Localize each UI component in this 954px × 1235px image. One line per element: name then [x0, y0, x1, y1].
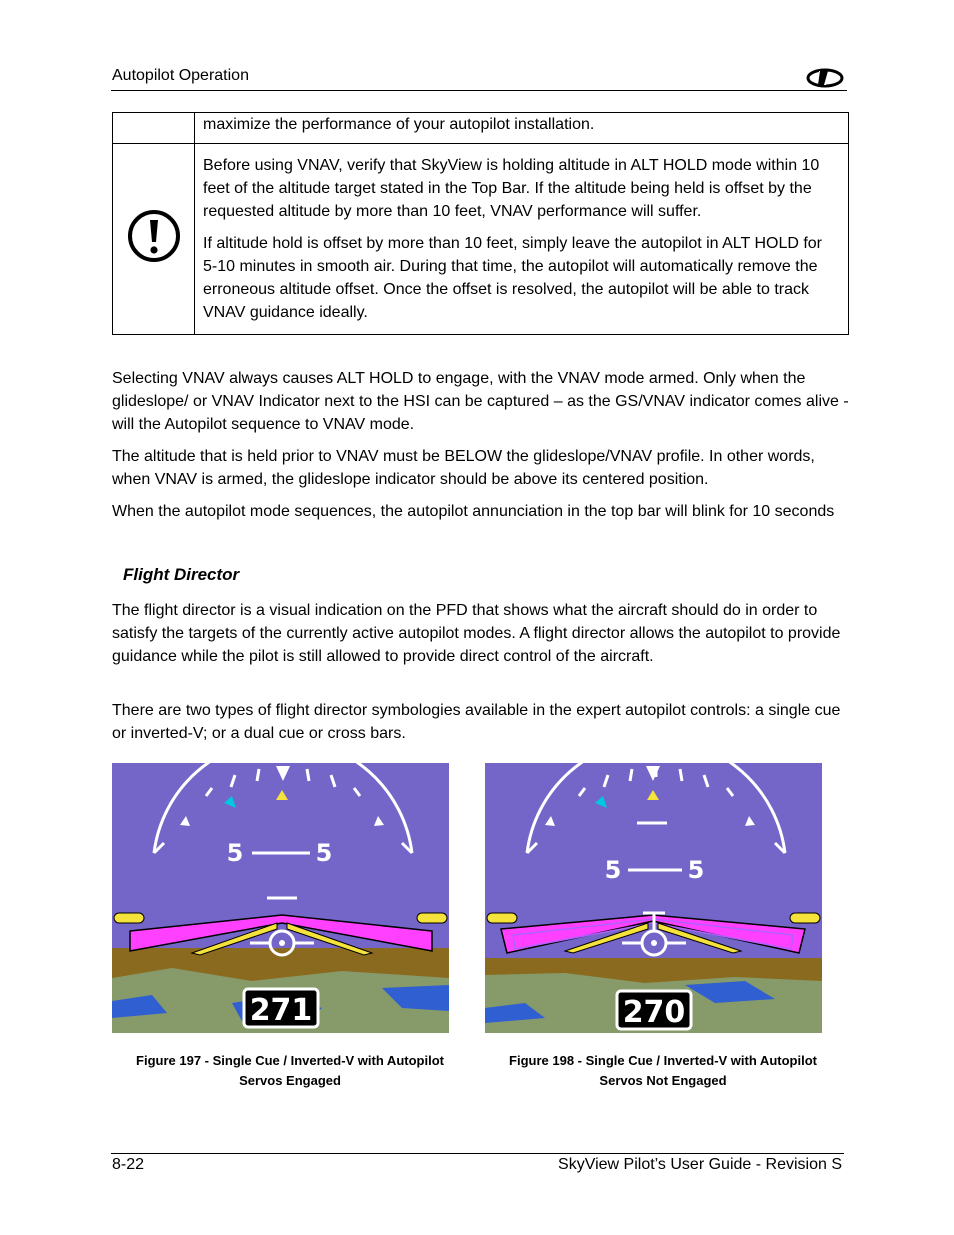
- figure-caption-1: [110, 1051, 470, 1091]
- caution-table: [112, 112, 849, 335]
- body-paragraph: There are two types of flight director symbologies available in the expert autopilot controls: a single cue or inverted-V; or a dual cue or cross bars.: [112, 702, 841, 742]
- caution-paragraph-2: If altitude hold is offset by more than 10 feet, simply leave the autopilot in ALT HOLD for 5-10 minutes in smooth air. During that time, the autopilot will automatically remove the erroneous altitude offset. Once the offset is resolved, the autopilot will be able to track VNAV guidance ideally.: [203, 235, 823, 321]
- pitch-label-right: 5: [315, 839, 333, 867]
- pitch-label-left: 5: [226, 839, 244, 867]
- table-row: [113, 144, 849, 335]
- body-paragraph: The altitude that is held prior to VNAV must be BELOW the glideslope/VNAV profile. In other words, when VNAV is armed, the glideslope indicator should be above its centered position.: [112, 448, 815, 488]
- document-title: SkyView Pilot’s User Guide - Revision S: [558, 1156, 842, 1173]
- pfd-figure-1: [112, 763, 449, 1033]
- header-rule: [111, 90, 847, 91]
- caption-line: Figure 197 - Single Cue / Inverted-V with Autopilot: [136, 1053, 444, 1068]
- page-number: 8-22: [112, 1156, 145, 1173]
- caution-paragraph-1: Before using VNAV, verify that SkyView is holding altitude in ALT HOLD mode within 10 feet of the altitude target stated in the Top Bar. If the altitude being held is offset by the requested altitude by more than 10 feet, VNAV performance will suffer.: [203, 157, 820, 220]
- body-paragraph: The flight director is a visual indication on the PFD that shows what the aircraft should do in order to satisfy the targets of the currently active autopilot modes. A flight director allows the autopilot to provide guidance while the pilot is still allowed to provide direct control of the aircraft.: [112, 602, 841, 665]
- heading-readout: 271: [249, 993, 313, 1028]
- footer-rule: [111, 1153, 844, 1154]
- table-row: [113, 113, 849, 144]
- continued-text: maximize the performance of your autopilot installation.: [203, 116, 595, 133]
- caption-line: Figure 198 - Single Cue / Inverted-V with Autopilot: [509, 1053, 817, 1068]
- caption-line: Servos Not Engaged: [599, 1073, 727, 1088]
- pfd-display: [485, 763, 822, 1033]
- caption-line: Servos Engaged: [239, 1073, 341, 1088]
- section-heading: Flight Director: [123, 565, 240, 584]
- caution-exclamation-icon: [126, 208, 182, 264]
- table-cell-text: [195, 144, 849, 335]
- pitch-label-right: 5: [687, 856, 705, 884]
- pfd-display: [112, 763, 449, 1033]
- dynon-logo-icon: [806, 68, 844, 88]
- empty-icon-cell: [113, 113, 195, 144]
- body-paragraph: Selecting VNAV always causes ALT HOLD to engage, with the VNAV mode armed. Only when the glideslope/ or VNAV Indicator next to the HSI can be captured – as the GS/VNAV indicator comes alive - will the Autopilot sequence to VNAV mode.: [112, 370, 849, 433]
- pitch-label-left: 5: [604, 856, 622, 884]
- body-paragraph: When the autopilot mode sequences, the autopilot annunciation in the top bar will blink for 10 seconds: [112, 503, 835, 520]
- table-cell-text: [195, 113, 849, 144]
- heading-readout: 270: [622, 995, 686, 1030]
- figure-caption-2: [483, 1051, 843, 1091]
- pfd-figure-2: [485, 763, 822, 1033]
- section-title: Autopilot Operation: [112, 67, 249, 84]
- icon-cell: [113, 144, 195, 335]
